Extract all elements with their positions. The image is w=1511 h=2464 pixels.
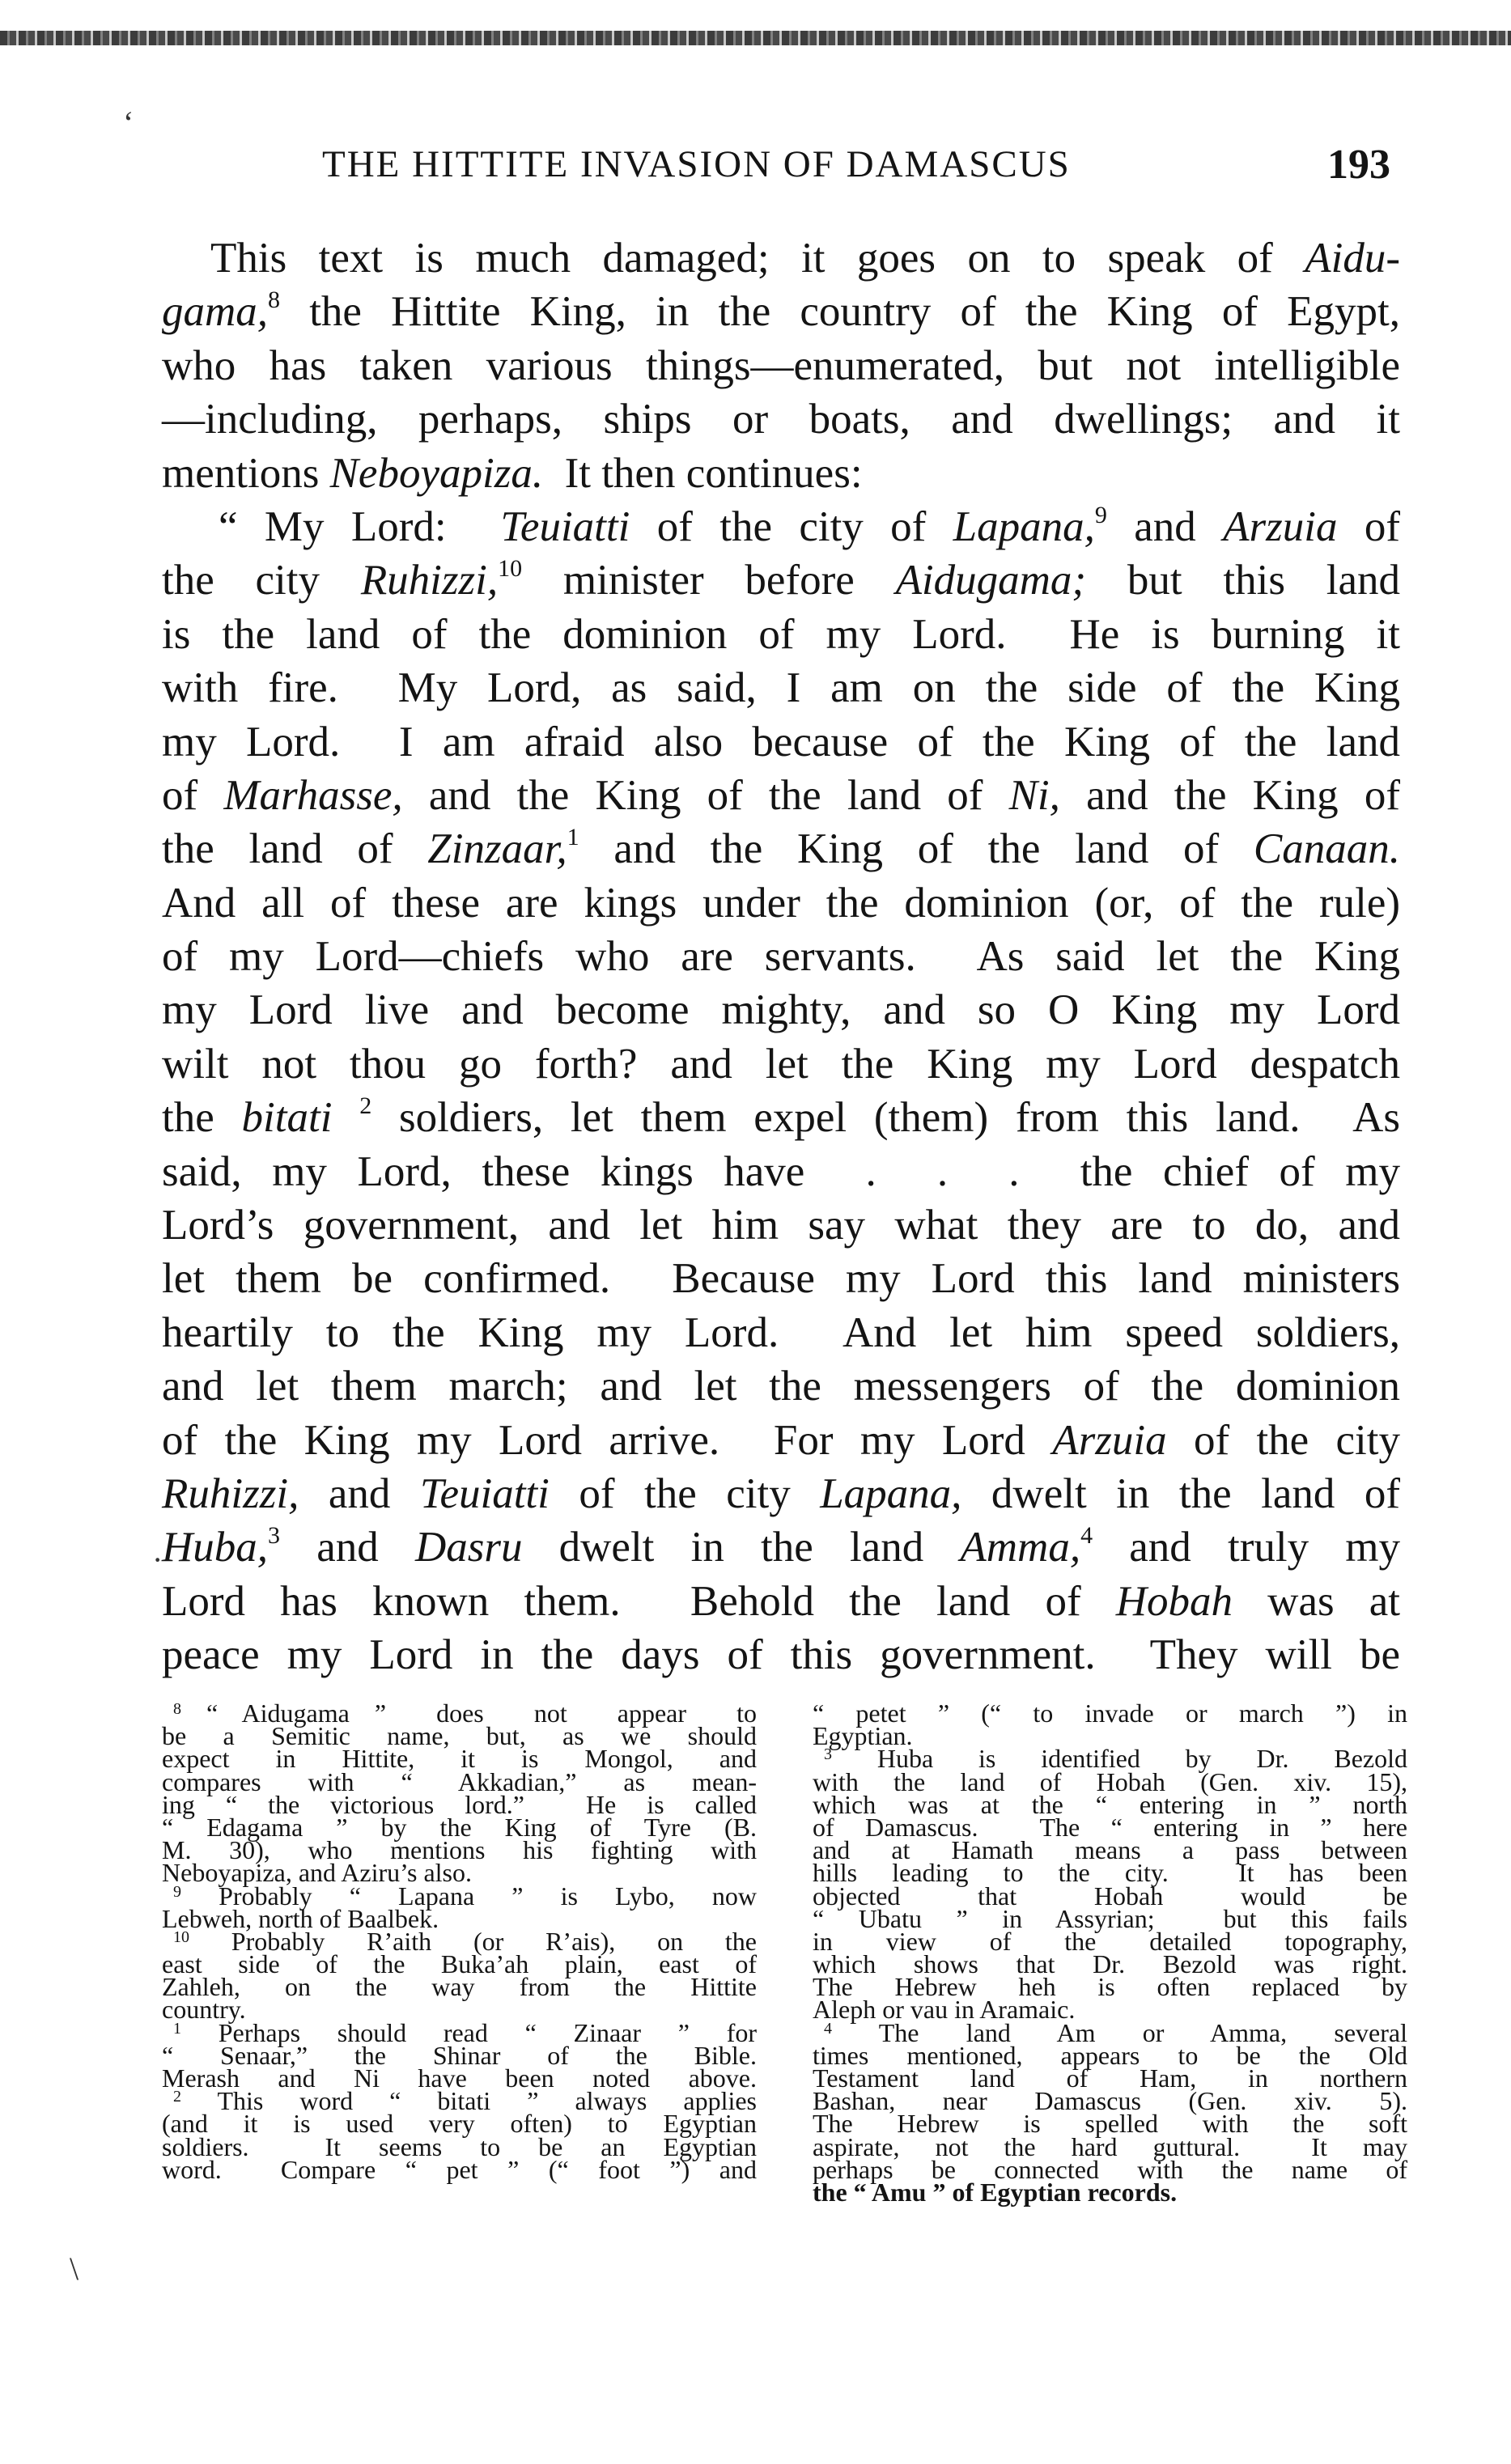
body-line: is the land of the dominion of my Lord. He is burning it xyxy=(162,610,1400,658)
footnote-line: expect in Hittite, it is Mongol, and xyxy=(162,1744,757,1774)
body-line: And all of these are kings under the dominion (or, of the rule) xyxy=(162,879,1400,927)
margin-mark: · xyxy=(152,1542,163,1578)
footnote-line: (and it is used very often) to Egyptian xyxy=(162,2109,757,2139)
body-line: said, my Lord, these kings have . . . the chief of my xyxy=(162,1147,1400,1195)
running-title: THE HITTITE INVASION OF DAMASCUS xyxy=(322,143,1071,185)
footnote-line: “ petet ” (“ to invade or march ”) in xyxy=(813,1699,1407,1728)
body-line: This text is much damaged; it goes on to speak of Aidu- xyxy=(210,235,1400,282)
body-line: the land of Zinzaar,$^1$ and the King of the land of Canaan. xyxy=(162,824,1400,873)
footnote-line: country. xyxy=(162,1995,246,2025)
body-line: my Lord. I am afraid also because of the King of the land xyxy=(162,718,1400,765)
body-line: let them be confirmed. Because my Lord this land ministers xyxy=(162,1255,1400,1303)
body-line: Ruhizzi, and Teuiatti of the city Lapana, dwelt in the land of xyxy=(162,1469,1400,1517)
body-line: with fire. My Lord, as said, I am on the side of the King xyxy=(162,664,1400,712)
footnote-line: aspirate, not the hard guttural. It may xyxy=(813,2131,1407,2161)
footnote-line: ing “ the victorious lord.” He is called xyxy=(162,1789,757,1819)
body-line: of the King my Lord arrive. For my Lord Arzuia of the city xyxy=(162,1416,1401,1464)
footnote-line: perhaps be connected with the name of xyxy=(813,2154,1407,2184)
footnote-line: Lebweh, north of Baalbek. xyxy=(162,1903,439,1933)
footnotes-right-column xyxy=(813,1699,1407,2207)
footnote-line: $^1$ Perhaps should read “ Zinaar ” for xyxy=(173,2017,757,2047)
footnote-line: in view of the detailed topography, xyxy=(813,1926,1407,1956)
footnote-line: $^4$ The land Am or Amma, several xyxy=(824,2017,1407,2047)
body-line: “ My Lord: Teuiatti of the city of Lapana,$^9$ and Arzuia of xyxy=(219,501,1400,550)
body-line: the city Ruhizzi,$^{10}$ minister before Aidugama; but this land xyxy=(162,555,1401,604)
footnote-line: Bashan, near Damascus (Gen. xiv. 5). xyxy=(813,2086,1407,2116)
margin-mark: \ xyxy=(70,2250,79,2287)
body-line: gama,$^8$ the Hittite King, in the country of the King of Egypt, xyxy=(162,286,1400,336)
footnote-line: the “ Amu ” of Egyptian records. xyxy=(813,2177,1178,2207)
body-line: of Marhasse, and the King of the land of Ni, and the King of xyxy=(162,771,1400,819)
body-line: who has taken various things—enumerated, but not intelligible xyxy=(162,341,1400,389)
footnote-line: Testament land of Ham, in northern xyxy=(813,2063,1407,2093)
body-line: Lord has known them. Behold the land of Hobah was at xyxy=(162,1577,1400,1625)
running-head xyxy=(0,136,1511,193)
body-line: my Lord live and become mighty, and so O King my Lord xyxy=(162,986,1400,1034)
footnote-line: which was at the “ entering in ” north xyxy=(813,1789,1407,1819)
footnote-line: Zahleh, on the way from the Hittite xyxy=(162,1972,757,2002)
body-line: and let them march; and let the messengers of the dominion xyxy=(162,1363,1400,1410)
page-number: 193 xyxy=(1327,142,1390,188)
footnote-line: Aleph or vau in Aramaic. xyxy=(813,1995,1076,2025)
body-line: of my Lord—chiefs who are servants. As said let the King xyxy=(162,933,1400,981)
footnote-line: Egyptian. xyxy=(813,1721,913,1751)
footnotes-left-column xyxy=(162,1699,757,2184)
margin-mark: ‘ xyxy=(123,104,134,141)
footnote-line: with the land of Hobah (Gen. xiv. 15), xyxy=(813,1766,1407,1796)
footnote-line: $^9$ Probably “ Lapana ” is Lybo, now xyxy=(173,1881,757,1911)
footnote-line: and at Hamath means a pass between xyxy=(813,1835,1407,1865)
footnote-line: compares with “ Akkadian,” as mean- xyxy=(162,1766,757,1796)
footnote-line: hills leading to the city. It has been xyxy=(813,1858,1407,1888)
footnote-line: $^3$ Huba is identified by Dr. Bezold xyxy=(824,1744,1407,1774)
footnote-line: $^{10}$ Probably R’aith (or R’ais), on the xyxy=(173,1926,757,1956)
body-line: the bitati $^2$ soldiers, let them expel (them) from this land. As xyxy=(162,1092,1400,1142)
body-line: Huba,$^3$ and Dasru dwelt in the land Amma,$^4$ and truly my xyxy=(162,1522,1400,1571)
footnote-line: “ Edagama ” by the King of Tyre (B. xyxy=(162,1812,757,1842)
footnote-line: objected that Hobah would be xyxy=(813,1881,1407,1911)
footnote-line: M. 30), who mentions his fighting with xyxy=(162,1835,757,1865)
body-line: peace my Lord in the days of this government. They will be xyxy=(162,1631,1400,1679)
body-line: Lord’s government, and let him say what they are to do, and xyxy=(162,1202,1400,1249)
top-printed-rule xyxy=(0,31,1511,45)
footnote-line: Merash and Ni have been noted above. xyxy=(162,2063,757,2093)
body-line: —including, perhaps, ships or boats, and dwellings; and it xyxy=(162,396,1400,443)
body-line: mentions Neboyapiza. It then continues: xyxy=(162,449,863,497)
footnote-line: east side of the Buka’ah plain, east of xyxy=(162,1949,757,1979)
footnote-line: soldiers. It seems to be an Egyptian xyxy=(162,2131,757,2161)
footnote-line: which shows that Dr. Bezold was right. xyxy=(813,1949,1407,1979)
footnote-line: Neboyapiza, and Aziru’s also. xyxy=(162,1858,472,1888)
footnote-line: be a Semitic name, but, as we should xyxy=(162,1721,757,1751)
footnote-line: times mentioned, appears to be the Old xyxy=(813,2040,1407,2070)
body-text xyxy=(162,231,1400,1682)
footnote-line: word. Compare “ pet ” (“ foot ”) and xyxy=(162,2154,757,2184)
footnote-line: of Damascus. The “ entering in ” here xyxy=(813,1812,1407,1842)
footnote-line: $^2$ This word “ bitati ” always applies xyxy=(173,2086,757,2116)
footnote-line: “ Senaar,” the Shinar of the Bible. xyxy=(162,2040,757,2070)
body-line: heartily to the King my Lord. And let him speed soldiers, xyxy=(162,1308,1400,1356)
footnote-line: $^8$ “ Aidugama ” does not appear to xyxy=(173,1699,757,1728)
body-line: wilt not thou go forth? and let the King my Lord despatch xyxy=(162,1040,1400,1088)
footnote-line: The Hebrew heh is often replaced by xyxy=(813,1972,1407,2002)
footnote-line: The Hebrew is spelled with the soft xyxy=(813,2109,1407,2139)
footnote-line: “ Ubatu ” in Assyrian; but this fails xyxy=(813,1903,1407,1933)
